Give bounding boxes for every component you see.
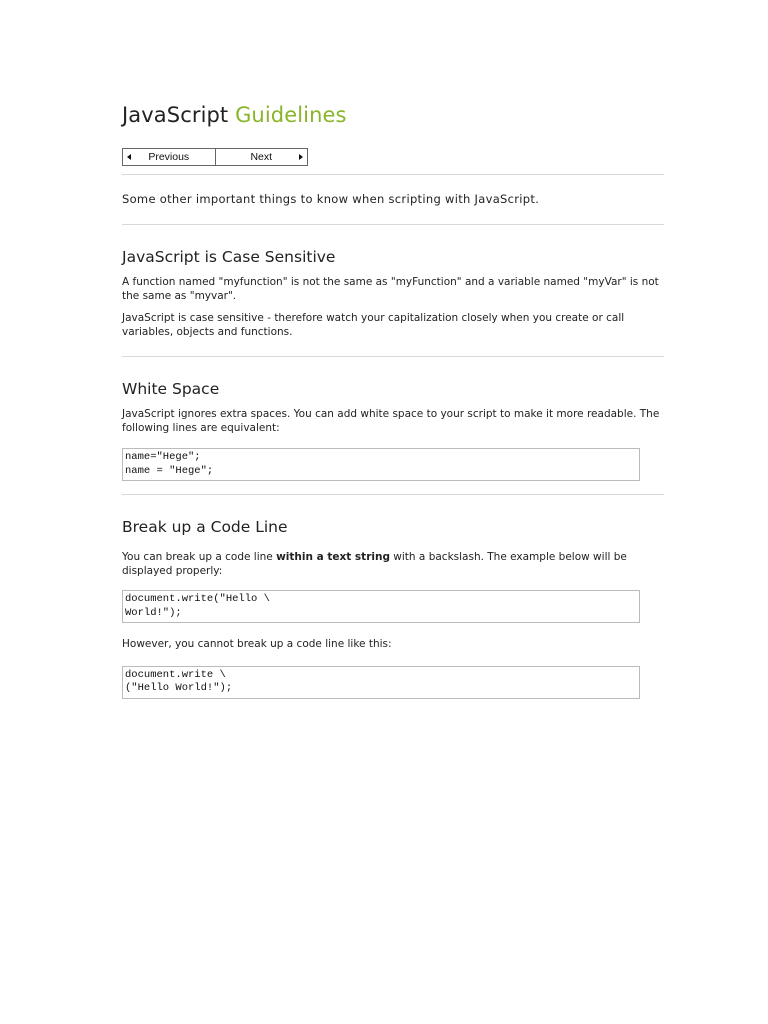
intro-text: Some other important things to know when scripting with JavaScript. — [122, 192, 540, 206]
next-button-label: Next — [250, 151, 273, 163]
break-code-line-paragraph — [122, 551, 664, 578]
previous-button-label: Previous — [148, 151, 190, 163]
page-title-accent: Guidelines — [235, 103, 347, 127]
divider — [122, 356, 664, 357]
page-content — [122, 100, 664, 699]
paragraph-text: You can break up a code line — [122, 551, 277, 563]
divider — [122, 174, 664, 175]
section-heading-white-space: White Space — [122, 380, 220, 398]
previous-button[interactable] — [123, 149, 215, 165]
section-heading-break-code-line: Break up a Code Line — [122, 518, 288, 536]
code-block-break-line-incorrect: document.write \ ("Hello World!"); — [122, 666, 640, 699]
divider — [122, 224, 664, 225]
next-button[interactable] — [215, 149, 308, 165]
page-title-main: JavaScript — [122, 103, 229, 127]
break-code-line-paragraph-2: However, you cannot break up a code line like this: — [122, 638, 392, 650]
page-title — [122, 100, 664, 130]
white-space-paragraph: JavaScript ignores extra spaces. You can add white space to your script to make it more readable. The following lines are equivalent: — [122, 408, 660, 434]
paragraph-bold-text: within a text string — [276, 551, 390, 563]
triangle-right-icon — [299, 154, 303, 160]
paragraph-text: with a backslash. The example below will be displayed properly: — [122, 551, 627, 577]
code-block-break-line-correct: document.write("Hello \ World!"); — [122, 590, 640, 623]
case-sensitive-paragraph-1: A function named "myfunction" is not the same as "myFunction" and a variable named "myVar" is not the same as "myvar". — [122, 276, 659, 302]
case-sensitive-paragraph-2: JavaScript is case sensitive - therefore watch your capitalization closely when you create or call variables, objects and functions. — [122, 312, 625, 338]
triangle-left-icon — [127, 154, 131, 160]
code-block-white-space: name="Hege"; name = "Hege"; — [122, 448, 640, 481]
section-heading-case-sensitive: JavaScript is Case Sensitive — [122, 248, 336, 266]
divider — [122, 494, 664, 495]
prev-next-nav — [122, 148, 308, 166]
